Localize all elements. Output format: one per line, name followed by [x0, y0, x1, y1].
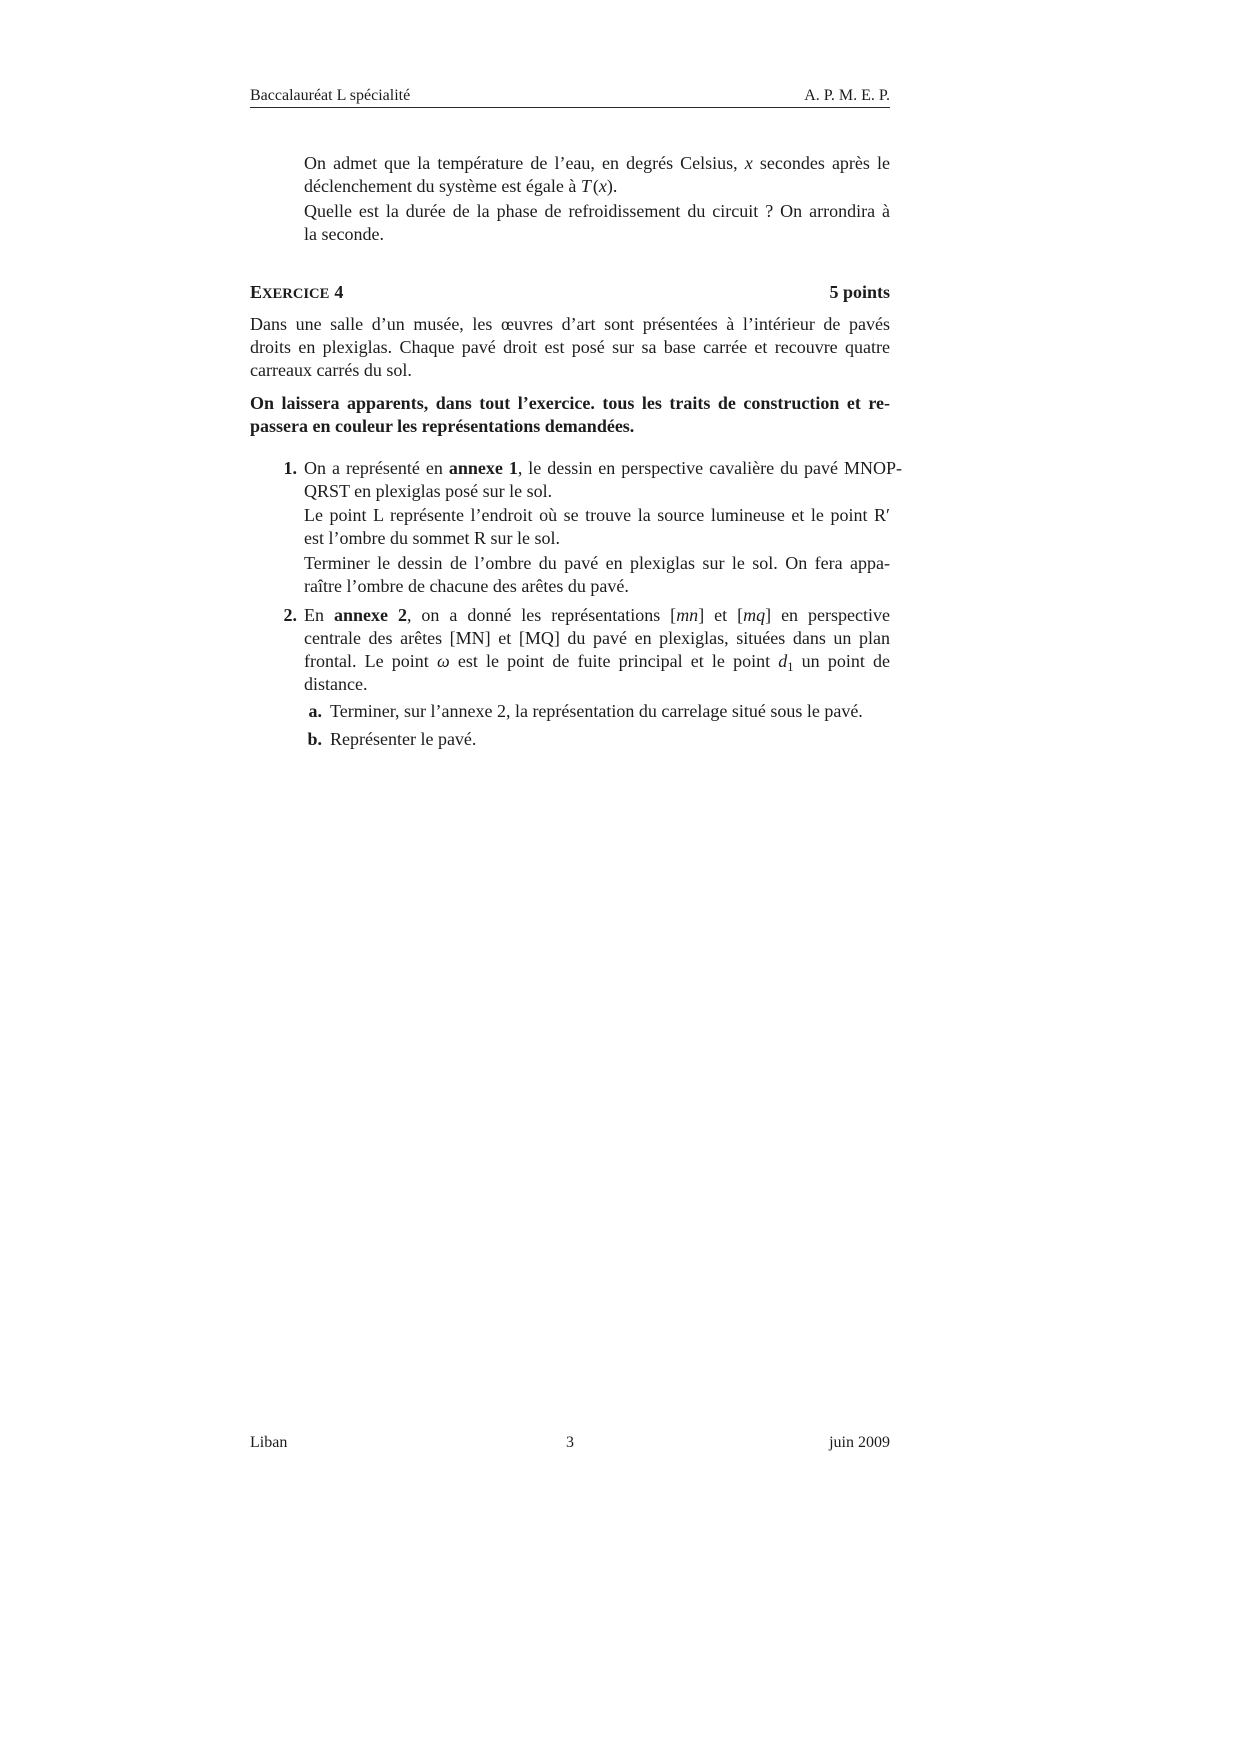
- text-line: Terminer, sur l’annexe 2, la représentation du carrelage situé sous le pavé.: [330, 701, 863, 721]
- text-line: [304, 650, 890, 673]
- exercise-title: EXERCICE: [250, 282, 330, 302]
- question-paragraph: [304, 457, 903, 503]
- text-line: [304, 604, 890, 627]
- exercise-instruction: [250, 392, 890, 438]
- footer-date: juin 2009: [829, 1434, 890, 1451]
- math-variable: x: [744, 153, 753, 173]
- text-segment: ] et [: [698, 605, 744, 625]
- text-line: droits en plexiglas. Chaque pavé droit est posé sur sa base carrée et recouvre quatre: [250, 337, 890, 357]
- text-segment: est le point de fuite principal et le point: [449, 651, 779, 671]
- page-footer: [250, 1433, 890, 1453]
- annex-reference: annexe 1: [448, 458, 518, 478]
- subquestion-text: [330, 728, 890, 751]
- exercise-intro: [250, 313, 890, 382]
- text-segment: En: [304, 605, 334, 625]
- footer-location: Liban: [250, 1434, 288, 1451]
- math-symbol-omega: ω: [436, 651, 450, 671]
- math-segment-label: mq: [743, 605, 766, 625]
- math-variable: d: [778, 651, 788, 671]
- text-segment: un point de: [793, 651, 891, 671]
- text-line: [304, 175, 890, 198]
- text-segment: ] en perspective: [765, 605, 890, 625]
- text-segment: , on a donné les représentations [: [406, 605, 677, 625]
- math-subscript: 1: [787, 660, 794, 674]
- text-line: carreaux carrés du sol.: [250, 360, 412, 380]
- text-line: [304, 152, 890, 175]
- subquestion-text: [330, 700, 890, 723]
- exercise-points: 5 points: [829, 282, 890, 302]
- math-parenthesis: (: [592, 176, 599, 196]
- text-segment: ).: [606, 176, 618, 196]
- annex-reference: annexe 2: [333, 605, 407, 625]
- subquestion-letter: b.: [307, 729, 322, 749]
- text-segment: déclenchement du système est égale à: [304, 176, 581, 196]
- previous-exercise-question: [304, 200, 890, 246]
- text-line: distance.: [304, 674, 368, 694]
- exercise-number: 4: [334, 282, 344, 302]
- text-segment: On a représenté en: [304, 458, 449, 478]
- text-line: On laissera apparents, dans tout l’exercice. tous les traits de construction et re-: [250, 393, 890, 413]
- text-segment: secondes après le: [752, 153, 891, 173]
- header-publisher: A. P. M. E. P.: [804, 87, 890, 104]
- running-header: [250, 86, 890, 108]
- text-line: est l’ombre du sommet R sur le sol.: [304, 528, 560, 548]
- text-line: raître l’ombre de chacune des arêtes du pavé.: [304, 576, 629, 596]
- page-number: 3: [566, 1434, 574, 1451]
- text-line: Quelle est la durée de la phase de refroidissement du circuit ? On arrondira à: [304, 201, 890, 221]
- question-number: 1.: [283, 458, 297, 478]
- text-line: la seconde.: [304, 224, 384, 244]
- question-paragraph: [304, 504, 890, 550]
- text-line: Représenter le pavé.: [330, 729, 477, 749]
- text-line: Terminer le dessin de l’ombre du pavé en plexiglas sur le sol. On fera appa-: [304, 553, 890, 573]
- previous-exercise-paragraph: [304, 152, 890, 198]
- text-line: Le point L représente l’endroit où se trouve la source lumineuse et le point R′: [304, 505, 890, 525]
- text-segment: , le dessin en perspective cavalière du pavé MNOP-: [517, 458, 903, 478]
- math-variable: x: [598, 176, 607, 196]
- question-paragraph: [304, 552, 890, 598]
- question-paragraph: [304, 604, 890, 696]
- text-segment: On admet que la température de l’eau, en degrés Celsius,: [304, 153, 745, 173]
- question-number: 2.: [283, 605, 297, 625]
- math-function: T: [580, 176, 591, 196]
- subquestion-letter: a.: [308, 701, 322, 721]
- exercise-heading: [250, 281, 890, 304]
- text-line: [304, 457, 902, 480]
- text-line: Dans une salle d’un musée, les œuvres d’art sont présentées à l’intérieur de pavés: [250, 314, 890, 334]
- header-exam-title: Baccalauréat L spécialité: [250, 87, 411, 104]
- text-segment: frontal. Le point: [304, 651, 437, 671]
- math-segment-label: mn: [676, 605, 699, 625]
- text-line: centrale des arêtes [MN] et [MQ] du pavé en plexiglas, situées dans un plan: [304, 628, 890, 648]
- text-line: passera en couleur les représentations demandées.: [250, 416, 635, 436]
- text-line: QRST en plexiglas posé sur le sol.: [304, 481, 553, 501]
